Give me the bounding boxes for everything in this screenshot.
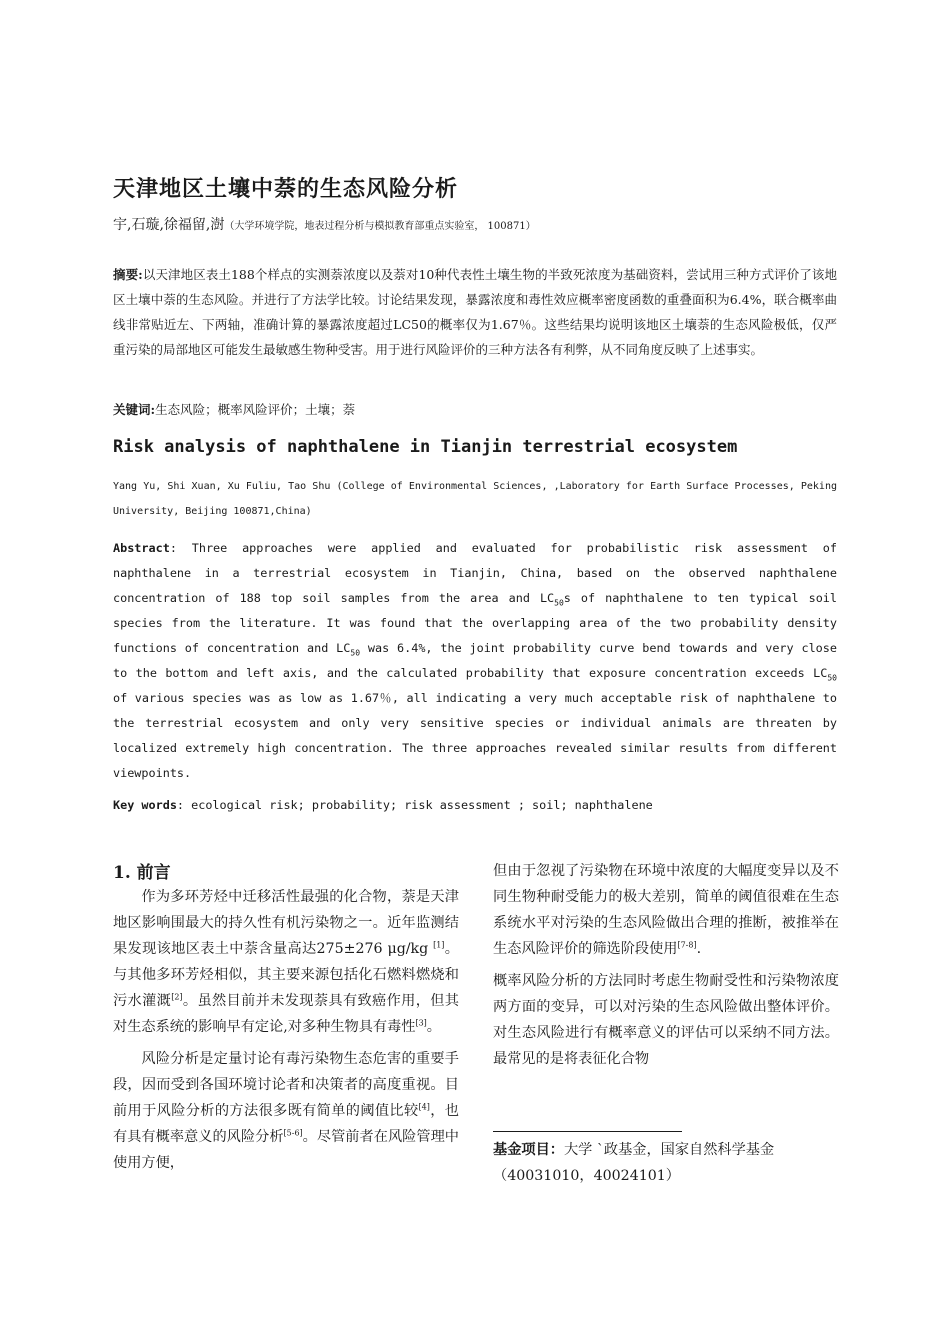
author-affiliation: （大学环境学院，地表过程分析与模拟教育部重点实验室， 100871） xyxy=(224,221,536,232)
keywords-zh xyxy=(113,400,355,418)
citation-ref: [4] xyxy=(418,1102,430,1112)
abstract-zh-label: 摘要: xyxy=(113,267,143,282)
citation-ref: [2] xyxy=(171,992,183,1002)
abstract-zh xyxy=(113,262,837,362)
citation-ref: [7-8] xyxy=(677,940,697,950)
text-run: 。虽然目前并未发现萘具有致癌作用，但其对生态系统的影响早有定论,对多种生物具有毒性 xyxy=(113,993,459,1035)
abstract-en-part2: s of naphthalene to ten typical soil species from the literature. It was found that the overlapping area of the two probability density functions of concentration and LC xyxy=(113,591,838,655)
paper-title: 天津地区土壤中萘的生态风险分析 xyxy=(113,177,459,202)
keywords-en-label: Key words xyxy=(113,798,177,812)
body-column-right xyxy=(493,858,839,1072)
paper-title-en: Risk analysis of naphthalene in Tianjin terrestrial ecosystem xyxy=(113,437,738,457)
text-run: ，也有具有概率意义的风险分析 xyxy=(113,1103,459,1145)
funding-label: 基金项目： xyxy=(493,1142,564,1158)
abstract-en-sep: : xyxy=(169,541,192,555)
author-names: 宇,石璇,徐福留,澍 xyxy=(113,217,225,233)
funding-footnote xyxy=(493,1137,839,1189)
abstract-en-part3: was 6.4%, the joint probability curve bend towards and very close to the bottom and left axis, and the calculated probability that exposure concentration exceeds LC xyxy=(113,641,837,680)
footnote-divider xyxy=(493,1131,682,1132)
funding-text: 大学 `政基金，国家自然科学基金（40031010，40024101） xyxy=(493,1142,775,1184)
paragraph-probability: 概率风险分析的方法同时考虑生物耐受性和污染物浓度两方面的变异，可以对污染的生态风险做出整体评价。对生态风险进行有概率意义的评估可以采纳不同方法。最常见的是将表征化合物 xyxy=(493,973,839,1067)
keywords-zh-text: 生态风险；概率风险评价；土壤；萘 xyxy=(155,402,356,417)
text-run: 。与其他多环芳烃相似，其主要来源包括化石燃料燃烧和污水灌溉 xyxy=(113,941,459,1009)
plus-minus-symbol: ± xyxy=(343,941,356,957)
section-heading: 1. 前言 xyxy=(113,863,171,883)
text-run: 。 xyxy=(426,1019,441,1035)
body-column-left xyxy=(113,884,459,1176)
paragraph-intro xyxy=(113,884,459,1040)
text-run: 但由于忽视了污染物在环境中浓度的大幅度变异以及不同生物种耐受能力的极大差别，简单的阈值很难在生态系统水平对污染的生态风险做出合理的推断，被推举在生态风险评价的筛选阶段使用 xyxy=(493,863,839,957)
keywords-en-text: : ecological risk; probability; risk assessment ; soil; naphthalene xyxy=(176,798,653,812)
lc50-subscript: 50 xyxy=(350,648,361,658)
abstract-en-label: Abstract xyxy=(113,541,170,555)
abstract-en xyxy=(113,536,837,786)
author-line-en: Yang Yu, Shi Xuan, Xu Fuliu, Tao Shu (College of Environmental Sciences, ,Laboratory for Earth Surface Processes, Peking University, Beijing 100871,China) xyxy=(113,481,837,517)
text-run: 作为多环芳烃中迁移活性最强的化合物，萘是天津地区影响围最大的持久性有机污染物之一。近年监测结果发现该地区表土中萘含量高达275 xyxy=(113,889,459,957)
citation-ref: [5-6] xyxy=(283,1128,303,1138)
text-run: . xyxy=(696,941,702,957)
keywords-zh-label: 关键词: xyxy=(113,402,156,417)
author-line xyxy=(113,214,536,234)
text-run: 风险分析是定量讨论有毒污染物生态危害的重要手段，因而受到各国环境讨论者和决策者的高度重视。目前用于风险分析的方法很多既有简单的阈值比较 xyxy=(113,1051,459,1119)
lc50-subscript: 50 xyxy=(827,673,837,683)
text-run: g/kg xyxy=(396,941,434,957)
paragraph-risk-cont xyxy=(493,858,839,962)
abstract-en-part4: of various species was as low as 1.67％, all indicating a very much acceptable risk of naphthalene to the terrestrial ecosystem and only very sensitive species or individual animals are threaten by localized extremely high concentration. The three approaches revealed similar results from different viewpoints. xyxy=(113,691,837,780)
abstract-zh-text: 以天津地区表土188个样点的实测萘浓度以及萘对10种代表性土壤生物的半致死浓度为基础资料，尝试用三种方式评价了该地区土壤中萘的生态风险。并进行了方法学比较。讨论结果发现，暴露浓度和毒性效应概率密度函数的重叠面积为6.4%，联合概率曲线非常贴近左、下两轴，准确计算的暴露浓度超过LC50的概率仅为1.67％。这些结果均说明该地区土壤萘的生态风险极低，仅严重污染的局部地区可能发生最敏感生物种受害。用于进行风险评价的三种方法各有利弊，从不同角度反映了上述事实。 xyxy=(113,267,837,357)
citation-ref: [1] xyxy=(433,940,445,950)
citation-ref: [3] xyxy=(415,1018,427,1028)
keywords-en xyxy=(113,798,653,812)
micro-symbol: μ xyxy=(387,941,397,957)
abstract-en-part1: Three approaches were applied and evaluated for probabilistic risk assessment of naphthalene in a terrestrial ecosystem in Tianjin, China, based on the observed naphthalene concentration of 188 top soil samples from the area and LC xyxy=(113,541,837,605)
text-run: 276 xyxy=(355,941,388,957)
paragraph-risk xyxy=(113,1046,459,1176)
text-run: 。尽管前者在风险管理中使用方便， xyxy=(113,1129,459,1171)
lc50-subscript: 50 xyxy=(554,598,564,608)
